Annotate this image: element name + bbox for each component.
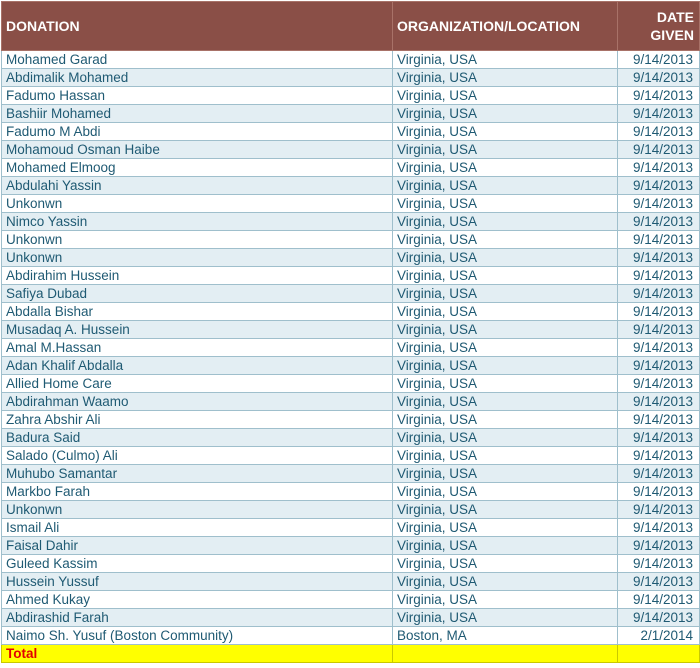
location-cell[interactable]: Virginia, USA [393, 339, 618, 357]
location-cell[interactable]: Virginia, USA [393, 609, 618, 627]
donation-column-header[interactable] [2, 2, 393, 51]
location-cell[interactable]: Virginia, USA [393, 483, 618, 501]
table-row [2, 609, 700, 627]
table-row [2, 321, 700, 339]
date-cell[interactable]: 9/14/2013 [618, 591, 700, 609]
donor-name-cell[interactable]: Abdirashid Farah [2, 609, 393, 627]
date-column-header[interactable] [618, 2, 700, 51]
donor-name-cell[interactable]: Zahra Abshir Ali [2, 411, 393, 429]
location-cell[interactable]: Virginia, USA [393, 195, 618, 213]
table-row [2, 375, 700, 393]
total-label[interactable]: Total [2, 645, 393, 663]
donor-name-cell[interactable]: Unkonwn [2, 195, 393, 213]
date-cell[interactable]: 2/1/2014 [618, 627, 700, 645]
table-row [2, 123, 700, 141]
table-row [2, 105, 700, 123]
location-cell[interactable]: Virginia, USA [393, 249, 618, 267]
table-row [2, 285, 700, 303]
date-cell[interactable]: 9/14/2013 [618, 177, 700, 195]
table-row [2, 159, 700, 177]
table-row [2, 393, 700, 411]
donor-name-cell[interactable]: Unkonwn [2, 231, 393, 249]
location-cell[interactable]: Virginia, USA [393, 69, 618, 87]
header-row [2, 2, 700, 51]
donor-name-cell[interactable]: Amal M.Hassan [2, 339, 393, 357]
donor-name-cell[interactable]: Ahmed Kukay [2, 591, 393, 609]
location-cell[interactable]: Virginia, USA [393, 159, 618, 177]
date-cell[interactable]: 9/14/2013 [618, 519, 700, 537]
location-cell[interactable]: Virginia, USA [393, 321, 618, 339]
donor-name-cell[interactable]: Allied Home Care [2, 375, 393, 393]
date-header-line1: DATE [656, 9, 694, 25]
location-cell[interactable]: Virginia, USA [393, 573, 618, 591]
location-cell[interactable]: Virginia, USA [393, 177, 618, 195]
donor-name-cell[interactable]: Naimo Sh. Yusuf (Boston Community) [2, 627, 393, 645]
donor-name-cell[interactable]: Abdirahman Waamo [2, 393, 393, 411]
donor-name-cell[interactable]: Bashiir Mohamed [2, 105, 393, 123]
total-location-cell[interactable] [393, 645, 618, 663]
donor-name-cell[interactable]: Badura Said [2, 429, 393, 447]
table-row [2, 213, 700, 231]
donor-name-cell[interactable]: Fadumo M Abdi [2, 123, 393, 141]
donation-header-label: DONATION [6, 18, 80, 34]
total-row [2, 645, 700, 663]
date-cell[interactable]: 9/14/2013 [618, 87, 700, 105]
location-cell[interactable]: Virginia, USA [393, 141, 618, 159]
table-row [2, 537, 700, 555]
location-cell[interactable]: Virginia, USA [393, 213, 618, 231]
date-cell[interactable]: 9/14/2013 [618, 393, 700, 411]
date-cell[interactable]: 9/14/2013 [618, 141, 700, 159]
donor-name-cell[interactable]: Musadaq A. Hussein [2, 321, 393, 339]
date-header-line2: GIVEN [650, 27, 694, 43]
donations-table [1, 1, 700, 663]
donor-name-cell[interactable]: Hussein Yussuf [2, 573, 393, 591]
donor-name-cell[interactable]: Abdulahi Yassin [2, 177, 393, 195]
organization-column-header[interactable] [393, 2, 618, 51]
total-date-cell[interactable] [618, 645, 700, 663]
donor-name-cell[interactable]: Nimco Yassin [2, 213, 393, 231]
donations-body [2, 51, 700, 645]
location-cell[interactable]: Virginia, USA [393, 123, 618, 141]
table-row [2, 69, 700, 87]
organization-header-label: ORGANIZATION/LOCATION [397, 18, 581, 34]
table-row [2, 141, 700, 159]
date-cell[interactable]: 9/14/2013 [618, 411, 700, 429]
table-row [2, 339, 700, 357]
donor-name-cell[interactable]: Unkonwn [2, 249, 393, 267]
table-row [2, 483, 700, 501]
location-cell[interactable]: Virginia, USA [393, 501, 618, 519]
donor-name-cell[interactable]: Mohamed Elmoog [2, 159, 393, 177]
date-cell[interactable]: 9/14/2013 [618, 573, 700, 591]
table-row [2, 519, 700, 537]
table-row [2, 447, 700, 465]
location-cell[interactable]: Virginia, USA [393, 429, 618, 447]
table-row [2, 177, 700, 195]
table-row [2, 249, 700, 267]
date-cell[interactable]: 9/14/2013 [618, 321, 700, 339]
date-cell[interactable]: 9/14/2013 [618, 231, 700, 249]
date-cell[interactable]: 9/14/2013 [618, 429, 700, 447]
location-cell[interactable]: Virginia, USA [393, 267, 618, 285]
table-row [2, 51, 700, 69]
donor-name-cell[interactable]: Salado (Culmo) Ali [2, 447, 393, 465]
date-cell[interactable]: 9/14/2013 [618, 249, 700, 267]
date-cell[interactable]: 9/14/2013 [618, 213, 700, 231]
donor-name-cell[interactable]: Markbo Farah [2, 483, 393, 501]
date-cell[interactable]: 9/14/2013 [618, 339, 700, 357]
location-cell[interactable]: Virginia, USA [393, 537, 618, 555]
location-cell[interactable]: Boston, MA [393, 627, 618, 645]
table-row [2, 501, 700, 519]
donor-name-cell[interactable]: Mohamoud Osman Haibe [2, 141, 393, 159]
donor-name-cell[interactable]: Unkonwn [2, 501, 393, 519]
location-cell[interactable]: Virginia, USA [393, 411, 618, 429]
date-cell[interactable]: 9/14/2013 [618, 537, 700, 555]
table-row [2, 267, 700, 285]
donor-name-cell[interactable]: Abdimalik Mohamed [2, 69, 393, 87]
table-row [2, 195, 700, 213]
location-cell[interactable]: Virginia, USA [393, 303, 618, 321]
date-cell[interactable]: 9/14/2013 [618, 483, 700, 501]
donor-name-cell[interactable]: Adan Khalif Abdalla [2, 357, 393, 375]
date-cell[interactable]: 9/14/2013 [618, 159, 700, 177]
date-cell[interactable]: 9/14/2013 [618, 51, 700, 69]
location-cell[interactable]: Virginia, USA [393, 51, 618, 69]
date-cell[interactable]: 9/14/2013 [618, 375, 700, 393]
table-row [2, 357, 700, 375]
donor-name-cell[interactable]: Abdirahim Hussein [2, 267, 393, 285]
date-cell[interactable]: 9/14/2013 [618, 555, 700, 573]
date-cell[interactable]: 9/14/2013 [618, 609, 700, 627]
donor-name-cell[interactable]: Ismail Ali [2, 519, 393, 537]
date-cell[interactable]: 9/14/2013 [618, 123, 700, 141]
table-row [2, 591, 700, 609]
table-row [2, 87, 700, 105]
date-cell[interactable]: 9/14/2013 [618, 465, 700, 483]
date-cell[interactable]: 9/14/2013 [618, 447, 700, 465]
date-cell[interactable]: 9/14/2013 [618, 357, 700, 375]
date-cell[interactable]: 9/14/2013 [618, 69, 700, 87]
location-cell[interactable]: Virginia, USA [393, 105, 618, 123]
donor-name-cell[interactable]: Abdalla Bishar [2, 303, 393, 321]
location-cell[interactable]: Virginia, USA [393, 87, 618, 105]
donor-name-cell[interactable]: Mohamed Garad [2, 51, 393, 69]
table-row [2, 231, 700, 249]
location-cell[interactable]: Virginia, USA [393, 231, 618, 249]
table-row [2, 555, 700, 573]
table-row [2, 465, 700, 483]
location-cell[interactable]: Virginia, USA [393, 465, 618, 483]
date-cell[interactable]: 9/14/2013 [618, 195, 700, 213]
donor-name-cell[interactable]: Safiya Dubad [2, 285, 393, 303]
table-row [2, 627, 700, 645]
donor-name-cell[interactable]: Guleed Kassim [2, 555, 393, 573]
location-cell[interactable]: Virginia, USA [393, 519, 618, 537]
donor-name-cell[interactable]: Muhubo Samantar [2, 465, 393, 483]
location-cell[interactable]: Virginia, USA [393, 375, 618, 393]
location-cell[interactable]: Virginia, USA [393, 393, 618, 411]
location-cell[interactable]: Virginia, USA [393, 555, 618, 573]
location-cell[interactable]: Virginia, USA [393, 357, 618, 375]
location-cell[interactable]: Virginia, USA [393, 447, 618, 465]
date-cell[interactable]: 9/14/2013 [618, 285, 700, 303]
table-row [2, 303, 700, 321]
donor-name-cell[interactable]: Fadumo Hassan [2, 87, 393, 105]
table-row [2, 411, 700, 429]
date-cell[interactable]: 9/14/2013 [618, 303, 700, 321]
table-row [2, 429, 700, 447]
location-cell[interactable]: Virginia, USA [393, 285, 618, 303]
date-cell[interactable]: 9/14/2013 [618, 267, 700, 285]
location-cell[interactable]: Virginia, USA [393, 591, 618, 609]
date-cell[interactable]: 9/14/2013 [618, 501, 700, 519]
table-row [2, 573, 700, 591]
date-cell[interactable]: 9/14/2013 [618, 105, 700, 123]
donor-name-cell[interactable]: Faisal Dahir [2, 537, 393, 555]
